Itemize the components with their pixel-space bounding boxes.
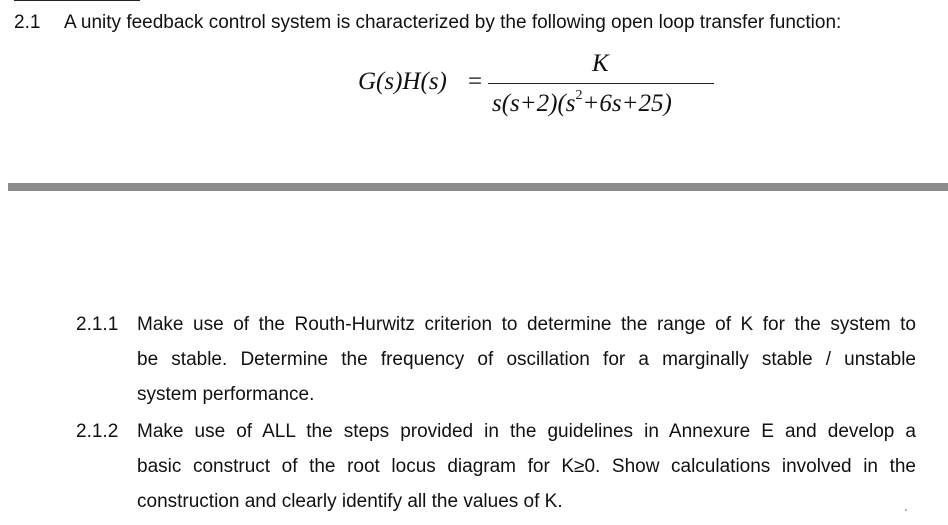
denominator-post: +6s+25) [582,90,672,117]
equation-numerator: K [592,50,609,77]
subquestion-2-line-1: Make use of ALL the steps provided in the guidelines in Annexure E and develop a [137,421,916,442]
subquestion-1-line-3: system performance. [137,384,315,405]
subquestion-1-line-1: Make use of the Routh-Hurwitz criterion to determine the range of K for the system to [137,314,916,335]
equation-lhs: G(s)H(s) [358,68,447,95]
denominator-pre: s(s+2)(s [492,90,576,117]
subquestion-2-line-3: construction and clearly identify all the values of K. [137,491,563,512]
page-divider [8,183,948,191]
top-rule [14,0,140,1]
subquestion-number-1: 2.1.1 [76,314,119,335]
equation-equals: = [468,68,483,95]
denominator-exponent: 2 [575,88,583,103]
question-text: A unity feedback control system is characterized by the following open loop transfer function: [64,12,842,33]
subquestion-1-line-2: be stable. Determine the frequency of oscillation for a marginally stable / unstable [137,349,916,370]
question-number: 2.1 [14,12,41,33]
transfer-function-equation [358,48,738,128]
subquestion-2-line-2: basic construct of the root locus diagram for K≥0. Show calculations involved in the [137,456,916,477]
subquestion-number-2: 2.1.2 [76,421,119,442]
fraction-bar [488,83,714,84]
stray-mark [905,509,907,511]
equation-denominator [492,88,672,118]
